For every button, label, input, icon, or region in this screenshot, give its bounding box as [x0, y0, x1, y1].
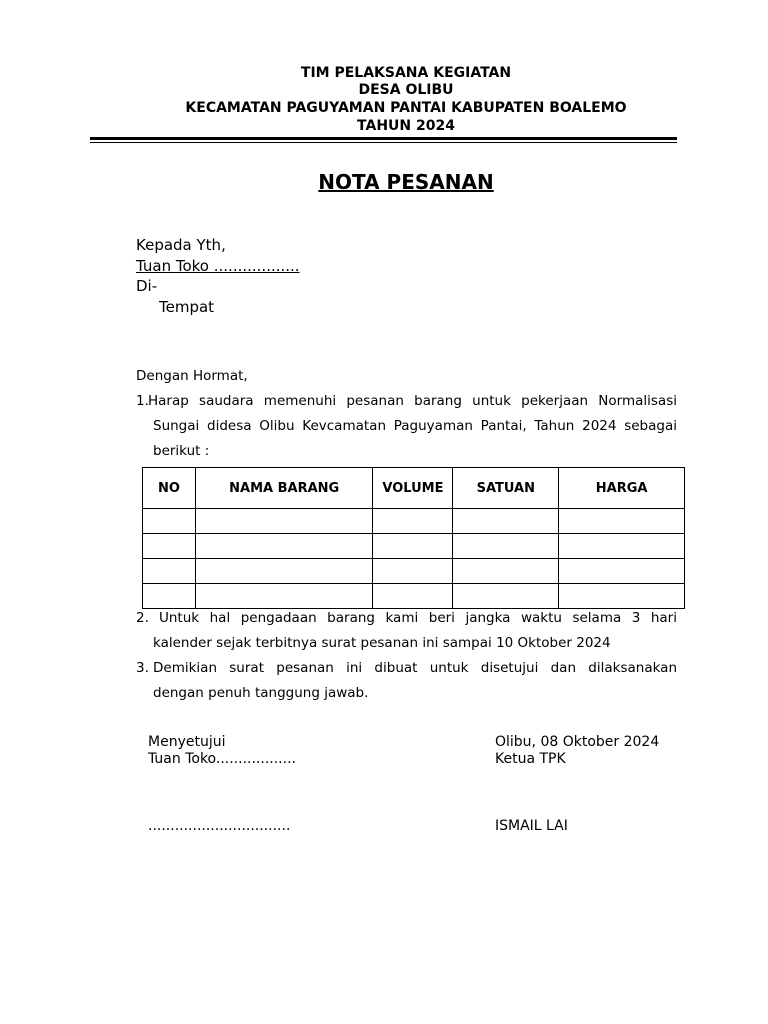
table-cell: [195, 509, 373, 534]
item-2-line-2: kalender sejak terbitnya surat pesanan ini sampai 10 Oktober 2024: [153, 635, 611, 651]
table-row: [143, 584, 685, 609]
item-1-number: 1.: [136, 393, 149, 409]
item-2-number: 2.: [136, 610, 149, 626]
column-header-volume: VOLUME: [373, 468, 453, 509]
table-cell: [195, 559, 373, 584]
signature-left-name: ................................: [148, 818, 291, 834]
table-cell: [143, 509, 196, 534]
table-cell: [373, 584, 453, 609]
signature-left-label: Menyetujui: [148, 734, 226, 750]
table-cell: [143, 534, 196, 559]
header-line-3: KECAMATAN PAGUYAMAN PANTAI KABUPATEN BOALEMO: [185, 100, 627, 116]
table-cell: [195, 584, 373, 609]
table-row: [143, 559, 685, 584]
item-3-line-2: dengan penuh tanggung jawab.: [153, 685, 369, 701]
table-cell: [143, 584, 196, 609]
column-header-nama-barang: NAMA BARANG: [195, 468, 373, 509]
table-cell: [453, 509, 559, 534]
item-1-line-2: Sungai didesa Olibu Kevcamatan Paguyaman Pantai, Tahun 2024 sebagai: [153, 418, 677, 434]
table-cell: [559, 559, 685, 584]
table-cell: [143, 559, 196, 584]
item-2-line-1: Untuk hal pengadaan barang kami beri jangka waktu selama 3 hari: [159, 610, 677, 626]
header-line-2: DESA OLIBU: [358, 82, 454, 98]
table-cell: [373, 534, 453, 559]
table-row: [143, 509, 685, 534]
table-cell: [373, 509, 453, 534]
table-header-row: [143, 468, 685, 509]
recipient-name: Tuan Toko ..................: [136, 257, 300, 275]
item-3-line-1: Demikian surat pesanan ini dibuat untuk disetujui dan dilaksanakan: [153, 660, 677, 676]
item-3-number: 3.: [136, 660, 149, 676]
item-1-line-1: Harap saudara memenuhi pesanan barang untuk pekerjaan Normalisasi: [148, 393, 677, 409]
recipient-di: Di-: [136, 277, 158, 295]
column-header-satuan: SATUAN: [453, 468, 559, 509]
document-title: NOTA PESANAN: [318, 170, 494, 194]
table-cell: [559, 584, 685, 609]
signature-right-place-date: Olibu, 08 Oktober 2024: [495, 734, 660, 750]
column-header-harga: HARGA: [559, 468, 685, 509]
salutation: Dengan Hormat,: [136, 368, 248, 384]
recipient-greeting: Kepada Yth,: [136, 236, 226, 254]
table-cell: [453, 559, 559, 584]
table-cell: [195, 534, 373, 559]
table-cell: [453, 534, 559, 559]
recipient-place: Tempat: [159, 298, 215, 316]
table-row: [143, 534, 685, 559]
signature-left-role: Tuan Toko..................: [148, 751, 296, 767]
header-rule-thick: [90, 137, 677, 140]
table-cell: [559, 509, 685, 534]
table-cell: [559, 534, 685, 559]
table-cell: [373, 559, 453, 584]
table-cell: [453, 584, 559, 609]
order-table: [142, 467, 685, 609]
header-line-4: TAHUN 2024: [357, 118, 455, 134]
signature-right-name: ISMAIL LAI: [495, 818, 568, 834]
signature-right-role: Ketua TPK: [495, 751, 566, 767]
column-header-no: NO: [143, 468, 196, 509]
item-1-line-3: berikut :: [153, 443, 210, 459]
header-line-1: TIM PELAKSANA KEGIATAN: [300, 65, 512, 81]
header-rule-thin: [90, 142, 677, 143]
